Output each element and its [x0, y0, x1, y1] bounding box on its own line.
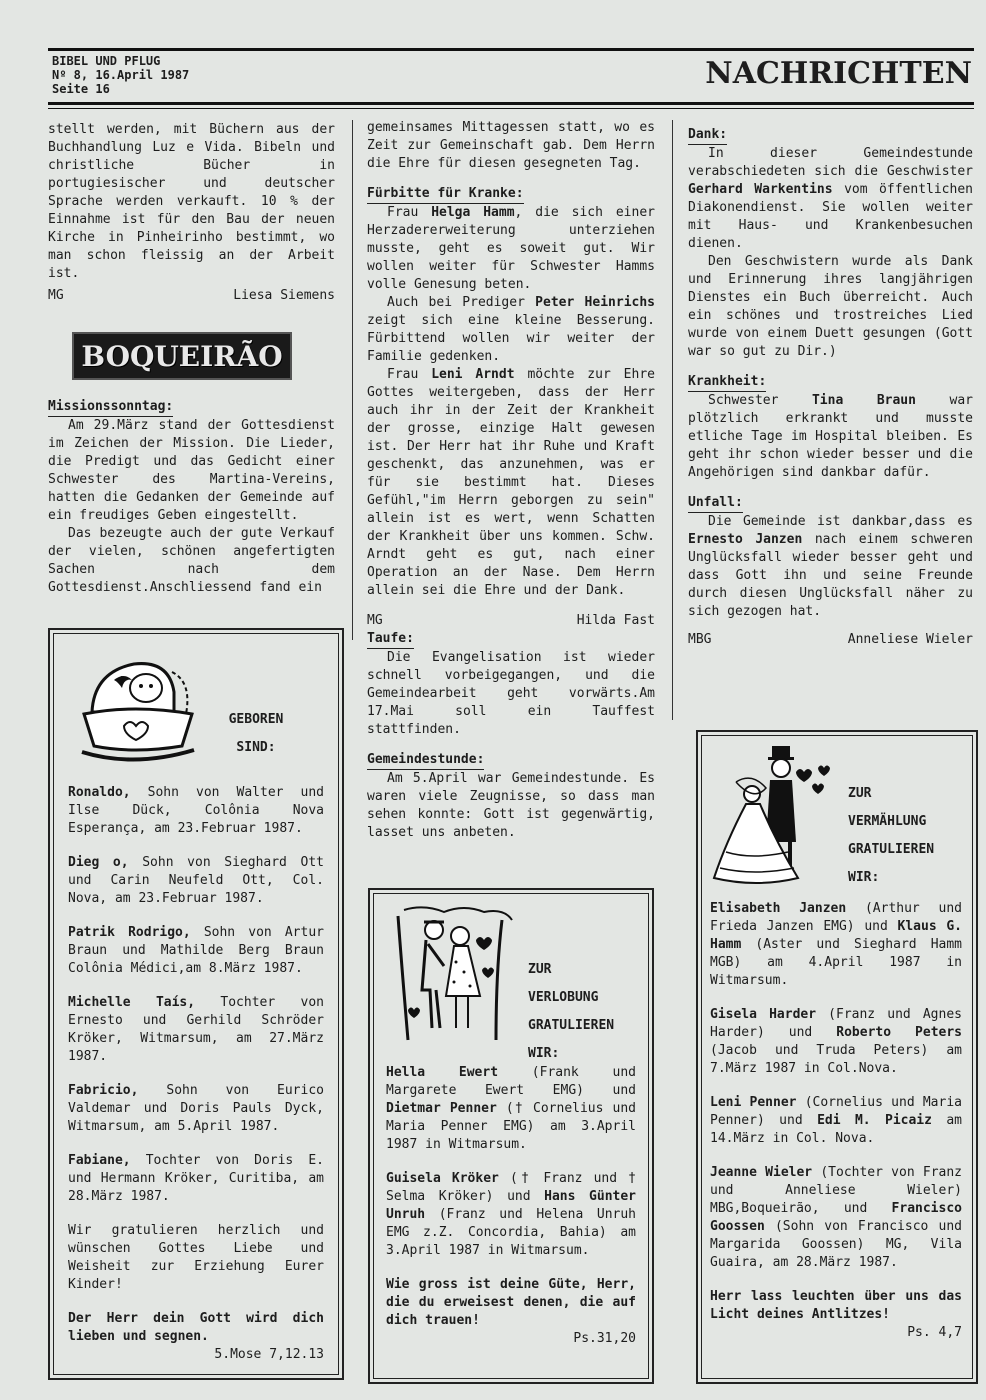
article-text: Am 5.April war Gemeindestunde. Es waren viele Zeugnisse, so dass man sehen konnte: Gott ist gegenwärtig, lasset uns anbeten.	[367, 771, 655, 840]
column-1	[48, 121, 335, 305]
article-text: gemeinsames Mittagessen statt, wo es Zeit zur Gemeinschaft gab. Dem Herrn die Ehre für diesen gesegneten Tag.	[367, 120, 655, 171]
text-run: (Arthur und Frieda Janzen EMG) und	[710, 901, 963, 934]
bride-groom-icon	[706, 742, 834, 888]
wedding-verse: Herr lass leuchten über uns das Licht deines Antlitzes!	[710, 1289, 962, 1322]
article-text	[367, 294, 655, 366]
signature	[367, 612, 655, 630]
person-name: Gisela Harder	[710, 1007, 817, 1022]
column-3	[688, 126, 973, 649]
births-wish: Wir gratulieren herzlich und wünschen Gottes Liebe und Weisheit zur Erziehung Eurer Kinder!	[68, 1223, 324, 1292]
text-run: zeigt sich eine kleine Besserung. Fürbittend wollen wir weiter der Familie gedenken.	[367, 313, 655, 364]
article-text	[688, 392, 973, 482]
text-run: Die Gemeinde ist dankbar,dass es	[708, 514, 973, 529]
birth-details: Tochter von Doris E. und Hermann Kröker, Curitiba, am 28.März 1987.	[68, 1153, 324, 1204]
text-run: war plötzlich erkrankt und musste etliche Tage im Hospital bleiben. Es geht ihr schon wieder besser und die Angehörigen sind dankbar dafür.	[688, 393, 973, 480]
person-name: Leni Penner	[710, 1095, 797, 1110]
wedding-entry	[710, 1094, 962, 1148]
wedding-list	[710, 900, 962, 1342]
wedding-entry	[710, 1006, 962, 1078]
child-name: Fabricio,	[68, 1083, 139, 1098]
person-name: Hans Günter Unruh	[386, 1189, 637, 1222]
birth-entry	[68, 1082, 324, 1136]
births-verse-ref: 5.Mose 7,12.13	[214, 1347, 324, 1362]
birth-details: Sohn von Walter und Ilse Dück, Colônia Nova Esperança, am 23.Februar 1987.	[68, 785, 324, 836]
child-name: Ronaldo,	[68, 785, 131, 800]
signature-author: Liesa Siemens	[233, 288, 335, 303]
text-run: (Sohn von Francisco und Margarida Goossen) MG, Vila Guaira, am 28.März 1987.	[710, 1219, 962, 1270]
heading-krankheit: Krankheit:	[688, 373, 766, 392]
birth-entry	[68, 784, 324, 838]
article-text: Das bezeugte auch der gute Verkauf der vielen, schönen angefertigten Sachen nach dem Gottesdienst.Anschliessend fand ein	[48, 526, 335, 595]
column-1-lower	[48, 398, 335, 597]
birth-details: Sohn von Eurico Valdemar und Doris Pauls Dyck, Witmarsum, am 5.April 1987.	[68, 1083, 324, 1134]
column-divider	[672, 120, 673, 720]
mid-rule-thin	[48, 108, 974, 109]
person-name: Tina Braun	[811, 393, 916, 408]
person-name: Guisela Kröker	[386, 1171, 499, 1186]
text-run: Frau	[387, 367, 432, 382]
top-rule	[48, 48, 974, 51]
text-run: Frau	[387, 205, 432, 220]
masthead-info	[52, 54, 189, 96]
text-run: vom öffentlichen Diakonendienst. Sie wollen weiter mit Haus- und Krankenbesuchen dienen.	[688, 182, 973, 251]
heading-missionssonntag: Missionssonntag:	[48, 398, 173, 417]
engagement-heading-line: WIR:	[528, 1046, 560, 1061]
article-text	[688, 145, 973, 253]
birth-details: Sohn von Artur Braun und Mathilde Berg Braun Colônia Médici,am 8.März 1987.	[68, 925, 324, 976]
article-text	[367, 366, 655, 600]
child-name: Dieg o,	[68, 855, 129, 870]
signature-author: Hilda Fast	[576, 613, 655, 628]
person-name: Leni Arndt	[431, 367, 515, 382]
article-text: stellt werden, mit Büchern aus der Buchhandlung Luz e Vida. Bibeln und christliche Bücher in portugiesischer und deutscher Sprache werden verkauft. 10 % der Einnahme ist für den Bau der neuen Kirche in Pinheirinho bestimmt, wo man schon fleissig an der Arbeit ist.	[48, 122, 335, 281]
child-name: Michelle Taís,	[68, 995, 196, 1010]
column-divider	[352, 120, 353, 640]
text-run: (Aster und Sieghard Hamm MGB) am 4.April 1987 in Witmarsum.	[710, 937, 962, 988]
column-2	[367, 119, 655, 842]
heading-dank: Dank:	[688, 126, 727, 145]
text-run: Auch bei Prediger	[387, 295, 536, 310]
wedding-heading-line: ZUR	[848, 786, 872, 801]
signature	[48, 287, 335, 305]
child-name: Patrik Rodrigo,	[68, 925, 191, 940]
person-name: Edi M. Picaiz	[817, 1113, 932, 1128]
wedding-entry	[710, 900, 962, 990]
publication-name: BIBEL UND PFLUG	[52, 54, 161, 68]
engagement-verse-ref: Ps.31,20	[573, 1331, 636, 1346]
births-list	[68, 784, 324, 1364]
boqueirao-banner: BOQUEIRÃO	[72, 332, 292, 380]
text-run: (Franz und Agnes Harder) und	[710, 1007, 962, 1040]
text-run: am 14.März in Col. Nova.	[710, 1113, 963, 1146]
heading-gemeindestunde: Gemeindestunde:	[367, 751, 484, 770]
engagement-heading-line: ZUR	[528, 962, 552, 977]
person-name: Peter Heinrichs	[535, 295, 655, 310]
engagement-heading	[528, 956, 614, 1068]
births-box	[48, 628, 344, 1380]
text-run: (Franz und Helena Unruh EMG z.Z. Concordia, Bahia) am 3.April 1987 in Witmarsum.	[386, 1207, 636, 1258]
birth-entry	[68, 924, 324, 978]
text-run: (Tochter von Franz und Anneliese Wieler) MBG,Boqueirão, und	[710, 1165, 962, 1216]
article-text	[367, 204, 655, 294]
signature-code: MBG	[688, 632, 712, 647]
person-name: Francisco Goossen	[710, 1201, 962, 1234]
wedding-verse-ref: Ps. 4,7	[907, 1325, 962, 1340]
wedding-box	[696, 730, 978, 1384]
births-heading-line: GEBOREN	[228, 712, 284, 727]
section-title: NACHRICHTEN	[705, 56, 972, 91]
text-run: († Franz und † Selma Kröker) und	[386, 1171, 637, 1204]
engagement-verse: Wie gross ist deine Güte, Herr, die du erweisest denen, die auf dich trauen!	[386, 1277, 636, 1328]
wedding-heading-line: GRATULIEREN	[848, 842, 935, 857]
article-text	[688, 513, 973, 621]
issue-number: Nº 8, 16.April 1987	[52, 68, 190, 82]
couple-icon	[384, 900, 520, 1044]
births-heading	[216, 706, 296, 762]
text-run: nach einem schweren Unglücksfall wieder besser geht und dass Gott ihn und seine Freunde durch diesen Unglücksfall näher zu sich gezogen hat.	[688, 532, 973, 619]
text-run: (Frank und Margarete Ewert EMG) und	[386, 1065, 636, 1098]
engagement-list	[386, 1064, 636, 1348]
text-run: (Jacob und Truda Peters) am 7.März 1987 in Col.Nova.	[710, 1043, 962, 1076]
text-run: († Cornelius und Maria Penner EMG) am 3.April 1987 in Witmarsum.	[386, 1101, 636, 1152]
engagement-heading-line: GRATULIEREN	[528, 1018, 615, 1033]
cradle-icon	[74, 642, 224, 772]
signature-code: MG	[367, 613, 383, 628]
birth-entry	[68, 854, 324, 908]
person-name: Roberto Peters	[836, 1025, 963, 1040]
signature-code: MG	[48, 288, 64, 303]
text-run: Schwester	[708, 393, 812, 408]
text-run: (Cornelius und Maria Penner) und	[710, 1095, 962, 1128]
engagement-heading-line: VERLOBUNG	[528, 990, 599, 1005]
wedding-heading	[848, 780, 934, 892]
heading-fuerbitte: Fürbitte für Kranke:	[367, 185, 524, 204]
heading-taufe: Taufe:	[367, 630, 414, 649]
signature-author: Anneliese Wieler	[847, 632, 973, 647]
text-run: möchte zur Ehre Gottes weitergeben, dass der Herr auch ihr in der Zeit der Krankheit der grosse, einzige Halt gewesen ist. Der Herr hat ihr Ruhe und Kraft geschenkt, das anzunehmen, was er für sie bestimmt hat. Dieses Gefühl,"im Herrn geborgen zu sein" allein ist es wert, wenn Schatten der Krankheit über uns kommen. Schw. Arndt geht es gut, nach einer Operation an der Nase. Dem Herrn allein sei die Ehre und der Dank.	[367, 367, 655, 598]
engagement-entry	[386, 1064, 636, 1154]
person-name: Hella Ewert	[386, 1065, 499, 1080]
wedding-heading-line: VERMÄHLUNG	[848, 814, 927, 829]
person-name: Gerhard Warkentins	[688, 182, 833, 197]
births-heading-line: SIND:	[236, 740, 276, 755]
page-number: Seite 16	[52, 82, 110, 96]
births-verse: Der Herr dein Gott wird dich lieben und segnen.	[68, 1311, 324, 1344]
mid-rule	[48, 102, 974, 105]
text-run: In dieser Gemeindestunde verabschiedeten sich die Geschwister	[688, 146, 973, 179]
person-name: Ernesto Janzen	[688, 532, 803, 547]
child-name: Fabiane,	[68, 1153, 131, 1168]
engagement-entry	[386, 1170, 636, 1260]
article-text: Am 29.März stand der Gottesdienst im Zeichen der Mission. Die Lieder, die Predigt und das Gedicht einer Schwester des Martina-Vereins, hatten die Gedanken der Gemeinde auf ein freudiges Geben eingestellt.	[48, 418, 335, 523]
wedding-heading-line: WIR:	[848, 870, 880, 885]
wedding-entry	[710, 1164, 962, 1272]
article-text: Die Evangelisation ist wieder schnell vorbeigegangen, und die Gemeindearbeit geht vorwärts.Am 17.Mai soll ein Tauffest stattfinden.	[367, 650, 655, 737]
birth-entry	[68, 1152, 324, 1206]
birth-details: Tochter von Ernesto und Gerhild Schröder Kröker, Witmarsum, am 27.März 1987.	[68, 995, 324, 1064]
person-name: Dietmar Penner	[386, 1101, 497, 1116]
article-text: Den Geschwistern wurde als Dank und Erinnerung ihres langjährigen Dienstes ein Buch überreicht. Auch ein schönes und trostreiches Lied wurde von einem Duett gesungen (Gott war so gut zu Dir.)	[688, 254, 973, 359]
engagement-box	[368, 888, 654, 1384]
heading-unfall: Unfall:	[688, 494, 743, 513]
birth-details: Sohn von Sieghard Ott und Carin Neufeld Ott, Col. Nova, am 23.Februar 1987.	[68, 855, 324, 906]
person-name: Helga Hamm	[431, 205, 515, 220]
signature	[688, 631, 973, 649]
text-run: , die sich einer Herzadererweiterung unterziehen musste, geht es soweit gut. Wir wollen weiter für Schwester Hamms volle Genesung beten.	[367, 205, 655, 292]
birth-entry	[68, 994, 324, 1066]
person-name: Klaus G. Hamm	[710, 919, 963, 952]
person-name: Elisabeth Janzen	[710, 901, 847, 916]
person-name: Jeanne Wieler	[710, 1165, 813, 1180]
